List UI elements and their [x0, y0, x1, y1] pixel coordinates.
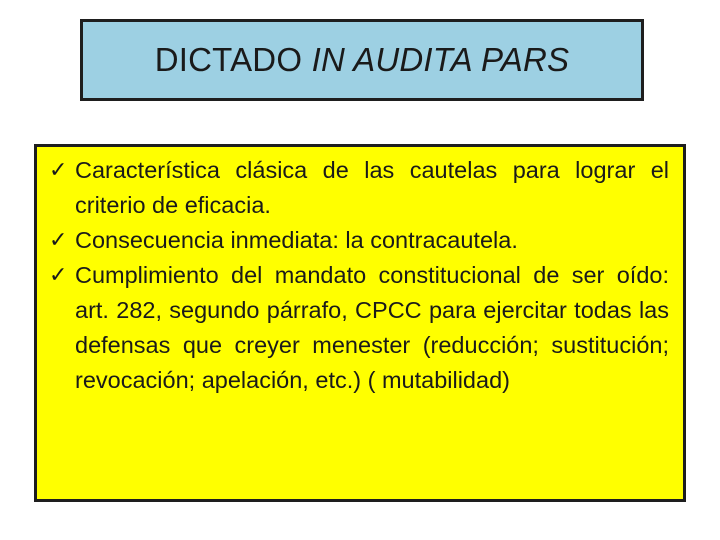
title-prefix: DICTADO: [154, 41, 312, 78]
bullet-text-2: Consecuencia inmediata: la contracautela.: [75, 227, 518, 253]
title-box: [80, 19, 644, 101]
checkmark-icon: ✓: [49, 263, 68, 288]
content-box: [34, 144, 686, 502]
bullet-text-3: Cumplimiento del mandato constitucional de ser oído: art. 282, segundo párrafo, CPCC para ejercitar todas las defensas que creyer menester (reducción; sustitución; revocación; apelación, etc.) ( mutabilidad): [75, 262, 669, 393]
slide-title: [155, 41, 570, 79]
bullet-item-1: [49, 153, 669, 223]
checkmark-icon: ✓: [49, 158, 68, 183]
title-italic: IN AUDITA PARS: [311, 41, 570, 78]
checkmark-icon: ✓: [49, 228, 68, 253]
bullet-item-2: [49, 223, 669, 258]
bullet-item-3: [49, 258, 669, 398]
bullet-text-1: Característica clásica de las cautelas para lograr el criterio de eficacia.: [75, 157, 669, 218]
